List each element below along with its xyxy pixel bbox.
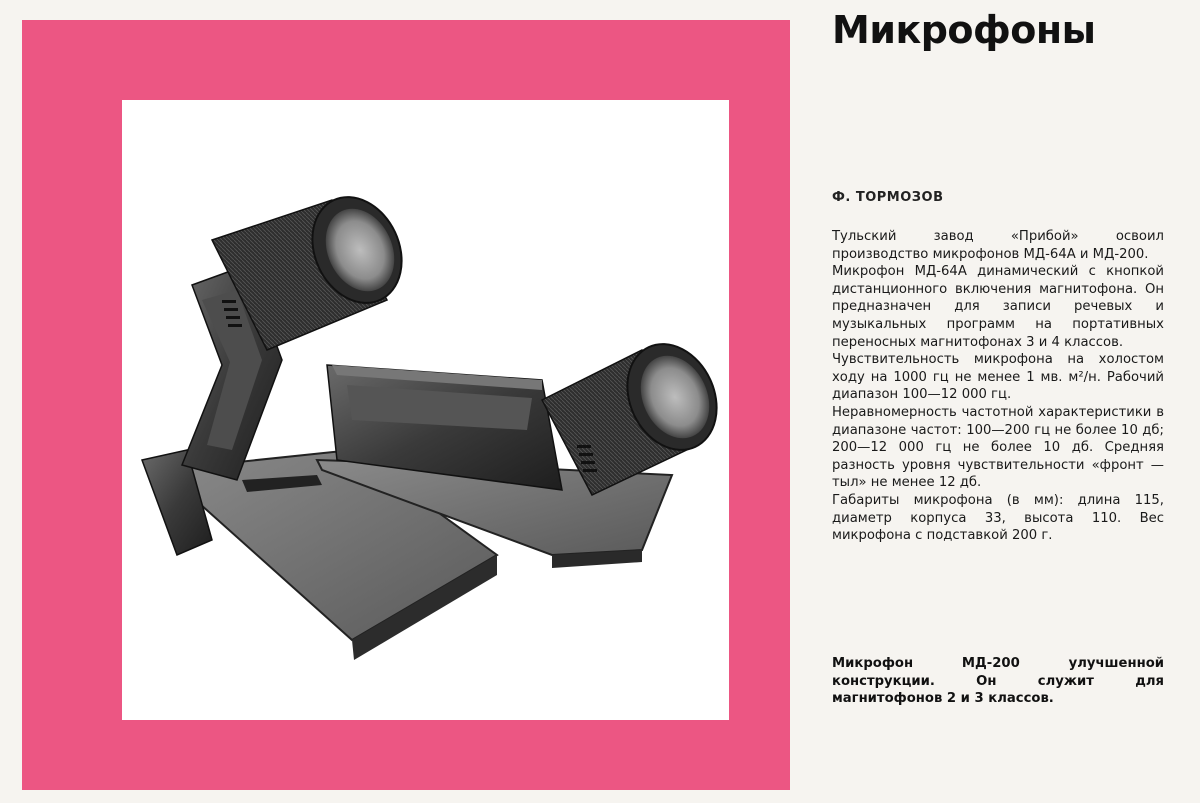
article-paragraph: Микрофон МД-64А динамический с кнопкой дистанционного включения магнитофона. Он предназначен для записи речевых и музыкальных программ на портативных переносных магнитофонах 3 и 4 классов.: [832, 264, 1164, 350]
article-paragraph: Чувствительность микрофона на холостом ходу на 1000 гц не менее 1 мв. м²/н. Рабочий диапазон 100—12 000 гц.: [832, 352, 1164, 403]
article-paragraph: Габариты микрофона (в мм): длина 115, диаметр корпуса 33, высота 110. Вес микрофона с подставкой 200 г.: [832, 492, 1164, 544]
article-paragraph: Тульский завод «Прибой» освоил производство микрофонов МД-64А и МД-200.: [832, 229, 1164, 262]
photo-frame: [22, 20, 790, 790]
article-paragraph: Неравномерность частотной характеристики в диапазоне частот: 100—200 гц не более 10 дб; 200—12 000 гц не более 10 дб. Средняя разность уровня чувствительности «фронт — тыл» не менее 12 дб.: [832, 404, 1164, 491]
microphones-photo: [122, 100, 729, 720]
highlight-paragraph: Микрофон МД-200 улучшенной конструкции. Он служит для магнитофонов 2 и 3 классов.: [832, 656, 1164, 707]
article-body: [832, 228, 1164, 545]
page-title: Микрофоны: [832, 8, 1096, 52]
microphones-illustration: [122, 100, 729, 720]
author-name: Ф. ТОРМОЗОВ: [832, 190, 944, 205]
